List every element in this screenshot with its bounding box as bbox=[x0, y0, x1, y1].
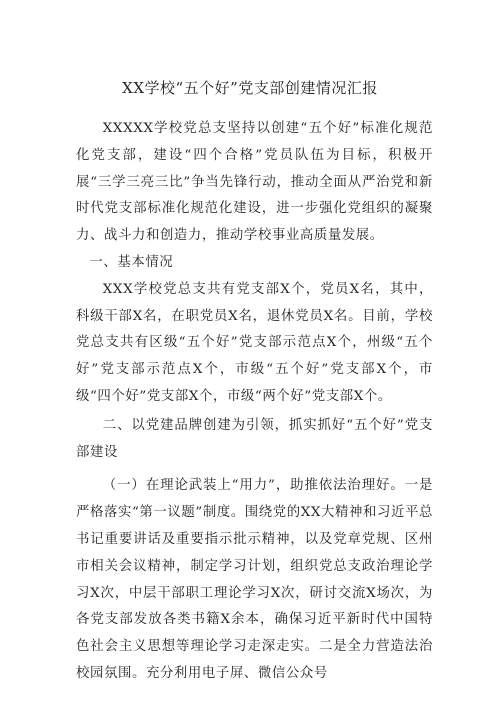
section-heading-party-branch-building: 二、以党建品牌创建为引领，抓实抓好“五个好”党支部建设 bbox=[76, 417, 433, 460]
section-heading-basic-situation: 一、基本情况 bbox=[89, 254, 174, 270]
document-title: XX学校“五个好”党支部创建情况汇报 bbox=[122, 79, 378, 97]
document-body bbox=[76, 116, 433, 688]
theory-armament-paragraph: （一）在理论武装上“用力”，助推依法治理好。一是严格落实“第一议题”制度。围绕党的XX大精神和习近平总书记重要讲话及重要指示批示精神，以及党章党规、区州市相关会议精神，制定学习计划，组织党总支政治理论学习X次，中层干部职工理论学习X次，研讨交流X场次，为各党支部发放各类书籍X余本，确保习近平新时代中国特色社会主义思想等理论学习走深走实。二是全力营造法治校园氛围。充分利用电子屏、微信公众号 bbox=[76, 478, 433, 681]
intro-paragraph: XXXXX学校党总支坚持以创建“五个好”标准化规范化党支部，建设“四个合格”党员队伍为目标，积极开展“三学三亮三比”争当先锋行动，推动全面从严治党和新时代党支部标准化规范化建设，进一步强化党组织的凝聚力、战斗力和创造力，推动学校事业高质量发展。 bbox=[76, 121, 433, 244]
basic-situation-paragraph: XXX学校党总支共有党支部X个，党员X名，其中，科级干部X名，在职党员X名，退休党员X名。目前，学校党总支共有区级“五个好”党支部示范点X个，州级“五个好”党支部示范点X个，市级“五个好”党支部X个，市级“四个好”党支部X个，市级“两个好”党支部X个。 bbox=[76, 281, 433, 404]
